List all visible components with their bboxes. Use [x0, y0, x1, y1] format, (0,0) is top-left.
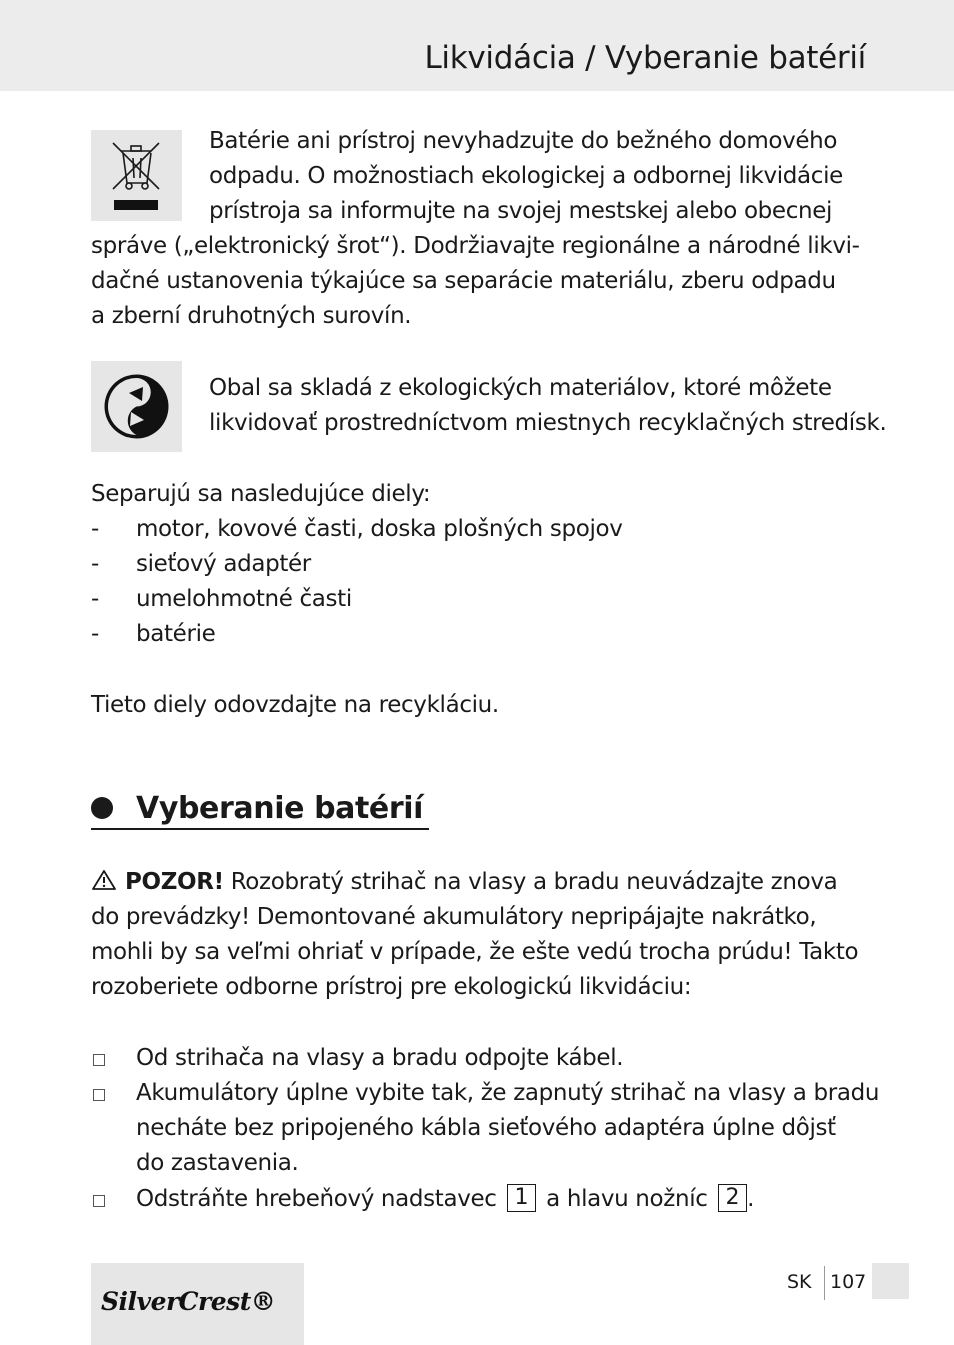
disposal-line: odpadu. O možnostiach ekologickej a odbornej likvidácie	[209, 163, 843, 189]
step-text-part: Odstráňte hrebeňový nadstavec	[136, 1186, 497, 1212]
green-dot-recycling-icon	[91, 361, 182, 452]
warning-line: mohli by sa veľmi ohriať v prípade, že ešte vedú trocha prúdu! Takto	[91, 939, 859, 965]
warning-line: Rozobratý strihač na vlasy a bradu neuvádzajte znova	[223, 869, 838, 895]
disposal-text-full	[91, 229, 860, 334]
step-text	[136, 1182, 754, 1217]
language-code: SK	[787, 1271, 812, 1293]
step-line: do zastavenia.	[136, 1150, 299, 1176]
packaging-line: likvidovať prostredníctvom miestnych recyklačných stredísk.	[209, 410, 887, 436]
warning-first-line	[91, 865, 858, 900]
green-dot-icon-box	[91, 361, 182, 452]
step-text-part: a hlavu nožníc	[546, 1186, 708, 1212]
step-checkbox[interactable]	[93, 1195, 105, 1207]
step-text: Od strihača na vlasy a bradu odpojte kábel.	[136, 1045, 624, 1071]
separation-item: umelohmotné časti	[136, 586, 352, 612]
step-checkbox[interactable]	[93, 1054, 105, 1066]
separation-item: batérie	[136, 621, 216, 647]
brand-logo: SilverCrest®	[101, 1287, 276, 1316]
disposal-line: Batérie ani prístroj nevyhadzujte do bežného domového	[209, 128, 838, 154]
brand-logo-box	[91, 1263, 304, 1345]
crossed-out-wheelie-bin-icon	[91, 130, 182, 221]
step-text-period: .	[747, 1186, 755, 1212]
disposal-line: správe („elektronický šrot“). Dodržiavajte regionálne a národné likvi-	[91, 233, 860, 259]
list-dash: -	[91, 586, 100, 612]
footer-divider	[824, 1266, 825, 1300]
packaging-line: Obal sa skladá z ekologických materiálov, ktoré môžete	[209, 375, 832, 401]
part-ref-1: 1	[507, 1184, 537, 1212]
disposal-line: prístroja sa informujte na svojej mestskej alebo obecnej	[209, 198, 833, 224]
section-heading: Vyberanie batérií	[136, 791, 424, 826]
page-title: Likvidácia / Vyberanie batérií	[424, 40, 866, 76]
page-number: 107	[830, 1271, 867, 1293]
warning-label: POZOR!	[125, 869, 224, 895]
disposal-text-wrapped	[209, 124, 843, 229]
step-text	[136, 1076, 879, 1181]
separation-outro: Tieto diely odovzdajte na recykláciu.	[91, 692, 499, 718]
disposal-line: a zberní druhotných surovín.	[91, 303, 412, 329]
separation-intro: Separujú sa nasledujúce diely:	[91, 481, 431, 507]
warning-line: do prevádzky! Demontované akumulátory nepripájajte nakrátko,	[91, 904, 817, 930]
section-underline	[91, 828, 429, 830]
list-dash: -	[91, 516, 100, 542]
packaging-text	[209, 371, 886, 441]
list-dash: -	[91, 551, 100, 577]
warning-paragraph	[91, 865, 858, 1005]
weee-icon-box	[91, 130, 182, 221]
part-ref-2: 2	[718, 1184, 748, 1212]
list-dash: -	[91, 621, 100, 647]
section-bullet-icon	[91, 797, 113, 819]
step-line: necháte bez pripojeného kábla sieťového adaptéra úplne dôjsť	[136, 1115, 836, 1141]
separation-item: motor, kovové časti, doska plošných spojov	[136, 516, 623, 542]
disposal-line: dačné ustanovenia týkajúce sa separácie materiálu, zberu odpadu	[91, 268, 836, 294]
step-line: Akumulátory úplne vybite tak, že zapnutý strihač na vlasy a bradu	[136, 1080, 880, 1106]
footer-tab-marker	[872, 1263, 909, 1299]
warning-line: rozoberiete odborne prístroj pre ekologickú likvidáciu:	[91, 974, 692, 1000]
step-checkbox[interactable]	[93, 1089, 105, 1101]
warning-triangle-icon	[91, 869, 117, 891]
separation-item: sieťový adaptér	[136, 551, 311, 577]
